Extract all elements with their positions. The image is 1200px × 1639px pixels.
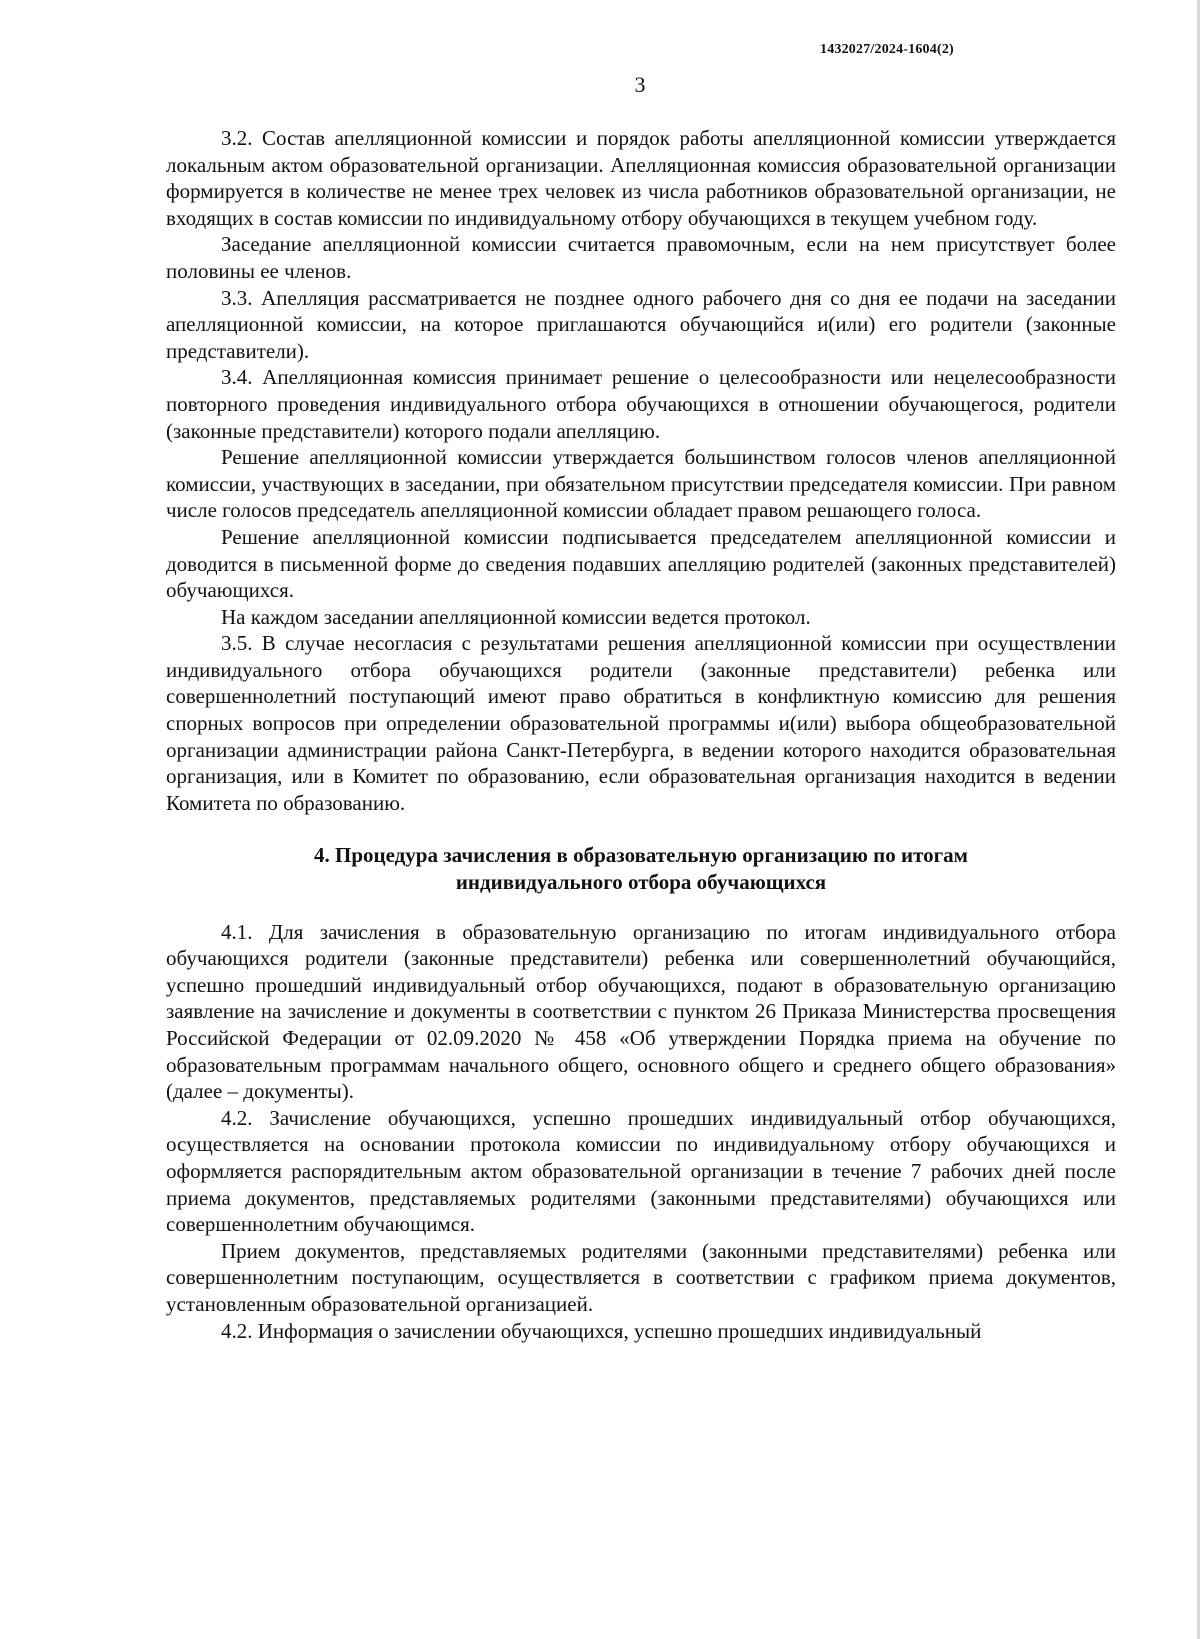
section-4-heading <box>166 842 1116 895</box>
section-4-heading-line-1: 4. Процедура зачисления в образовательную организацию по итогам <box>314 843 968 868</box>
paragraph-4-2: 4.2. Зачисление обучающихся, успешно прошедших индивидуальный отбор обучающихся, осуществляется на основании протокола комиссии по индивидуальному отбору обучающихся и оформляется распорядительным актом образовательной организации в течение 7 рабочих дней после приема документов, представляемых родителями (законными представителями) обучающихся или совершеннолетним обучающимся. <box>166 1105 1116 1237</box>
paragraph-3-4-decision: Решение апелляционной комиссии утверждается большинством голосов членов апелляционной комиссии, участвующих в заседании, при обязательном присутствии председателя комиссии. При равном числе голосов председатель апелляционной комиссии обладает правом решающего голоса. <box>166 445 1116 523</box>
paragraph-3-2-quorum: Заседание апелляционной комиссии считается правомочным, если на нем присутствует более половины ее членов. <box>166 232 1116 283</box>
paragraph-3-5: 3.5. В случае несогласия с результатами решения апелляционной комиссии при осуществлении индивидуального отбора обучающихся родители (законные представители) ребенка или совершеннолетний поступающий имеют право обратиться в конфликтную комиссию для решения спорных вопросов при определении образовательной программы и(или) выбора общеобразовательной организации администрации района Санкт-Петербурга, в ведении которого находится образовательная организация, или в Комитет по образованию, если образовательная организация находится в ведении Комитета по образованию. <box>166 631 1116 815</box>
document-registration-number: 1432027/2024-1604(2) <box>820 42 954 57</box>
document-body <box>166 125 1116 1344</box>
section-4-heading-line-2: индивидуального отбора обучающихся <box>455 870 827 895</box>
paragraph-3-2: 3.2. Состав апелляционной комиссии и порядок работы апелляционной комиссии утверждается локальным актом образовательной организации. Апелляционная комиссия образовательной организации формируется в количестве не менее трех человек из числа работников образовательной организации, не входящих в состав комиссии по индивидуальному отбору обучающихся в текущем учебном году. <box>166 126 1116 230</box>
paragraph-4-2-information: 4.2. Информация о зачислении обучающихся, успешно прошедших индивидуальный <box>221 1318 982 1343</box>
paragraph-3-4-protocol: На каждом заседании апелляционной комиссии ведется протокол. <box>221 604 811 629</box>
paragraph-3-3: 3.3. Апелляция рассматривается не позднее одного рабочего дня со дня ее подачи на заседании апелляционной комиссии, на которое приглашаются обучающийся и(или) его родители (законные представители). <box>166 285 1116 363</box>
paragraph-3-4: 3.4. Апелляционная комиссия принимает решение о целесообразности или нецелесообразности повторного проведения индивидуального отбора обучающихся в отношении обучающегося, родители (законные представители) которого подали апелляцию. <box>166 365 1116 443</box>
paragraph-4-2-documents: Прием документов, представляемых родителями (законными представителями) ребенка или совершеннолетним поступающим, осуществляется в соответствии с графиком приема документов, установленным образовательной организацией. <box>166 1238 1116 1316</box>
page-number: 3 <box>634 72 646 97</box>
paragraph-3-4-signing: Решение апелляционной комиссии подписывается председателем апелляционной комиссии и доводится в письменной форме до сведения подавших апелляцию родителей (законных представителей) обучающихся. <box>166 524 1116 603</box>
paragraph-4-1: 4.1. Для зачисления в образовательную организацию по итогам индивидуального отбора обучающихся родители (законные представители) ребенка или совершеннолетний обучающийся, успешно прошедший индивидуальный отбор обучающихся, подают в образовательную организацию заявление на зачисление и документы в соответствии с пунктом 26 Приказа Министерства просвещения Российской Федерации от 02.09.2020 № 458 «Об утверждении Порядка приема на обучение по образовательным программам начального общего, основного общего и среднего общего образования» (далее – документы). <box>166 919 1116 1104</box>
